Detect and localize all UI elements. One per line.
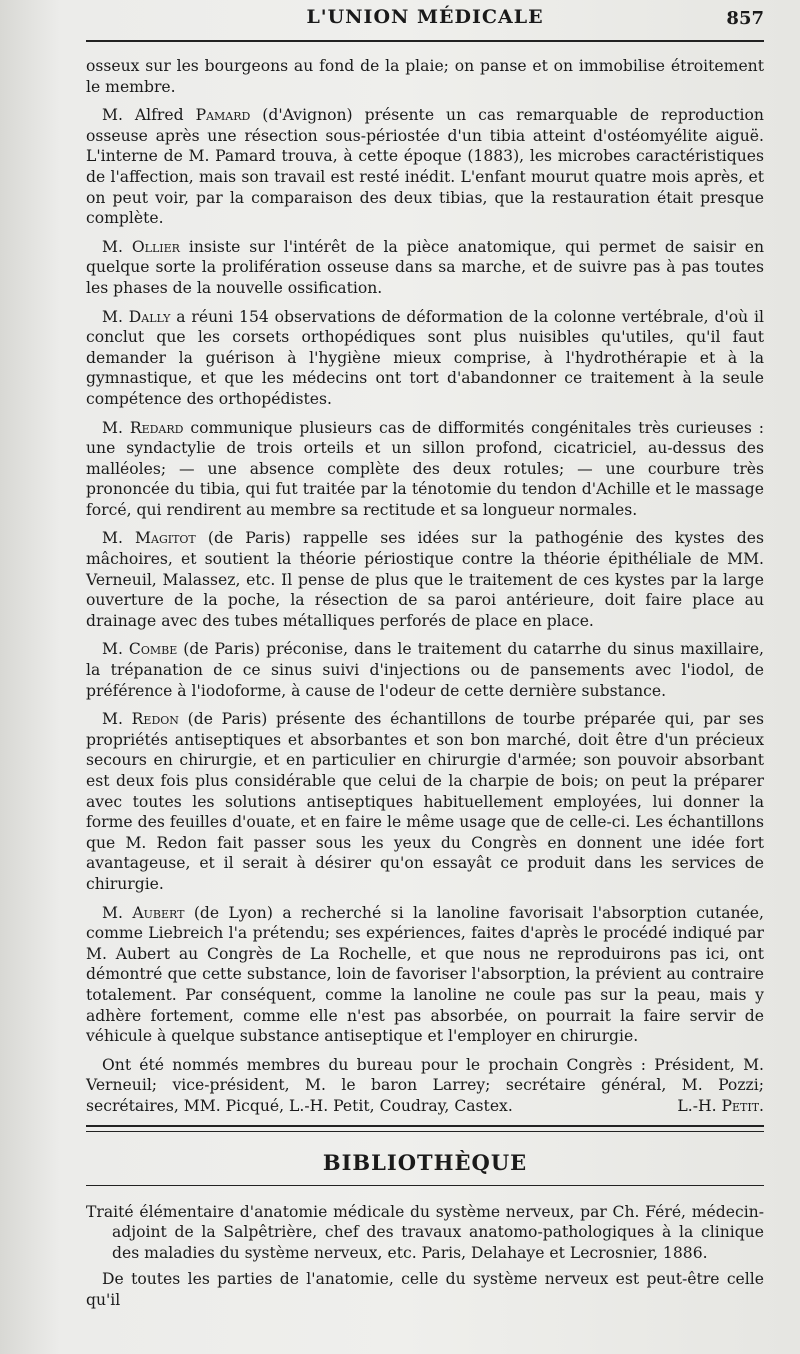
speaker-prefix: M. xyxy=(102,529,136,548)
running-head: L'UNION MÉDICALE xyxy=(306,6,544,28)
paragraph xyxy=(86,709,764,894)
section-title: BIBLIOTHÈQUE xyxy=(322,1149,528,1175)
paragraph xyxy=(86,307,764,410)
paragraph-text: osseux sur les bourgeons au fond de la plaie; on panse et on immobilise étroitement le membre. xyxy=(86,57,764,96)
speaker-name: Redard xyxy=(129,418,184,437)
signature: L.-H. Petit. xyxy=(677,1096,764,1115)
paragraph-text: Ont été nommés membres du bureau pour le prochain Congrès : Président, M. Verneuil; vice-président, M. le baron Larrey; secrétaire général, M. Pozzi; secrétaires, MM. Picqué, L.-H. Petit, Coudray, Castex. xyxy=(86,1055,764,1115)
paragraph xyxy=(86,528,764,631)
paragraph xyxy=(86,105,764,229)
book-entry: Traité élémentaire d'anatomie médicale du système nerveux, par Ch. Féré, médecin-adjoint de la Salpêtrière, chef des travaux anatomo-pathologiques à la clinique des maladies du système nerveux, etc. Paris, Delahaye et Lecrosnier, 1886. xyxy=(86,1202,764,1262)
speaker-prefix: M. xyxy=(102,237,132,256)
paragraph xyxy=(86,1055,764,1117)
speaker-name: Combe xyxy=(128,640,178,659)
paragraph-text: insiste sur l'intérêt de la pièce anatomique, qui permet de saisir en quelque sorte la prolifération osseuse dans sa marche, et de suivre pas à pas toutes les phases de la nouvelle ossification. xyxy=(86,237,764,297)
paragraph-text: (de Paris) présente des échantillons de tourbe préparée qui, par ses propriétés antiseptiques et absorbantes et son bon marché, doit être d'un précieux secours en chirurgie, et en particulier en chirurgie d'armée; son pouvoir absorbant est deux fois plus considérable que celui de la charpie de bois; on peut la préparer avec toutes les solutions antiseptiques habituellement employées, lui donner la forme des feuilles d'ouate, et en faire le même usage que de celle-ci. Les échantillons que M. Redon fait passer sous les yeux du Congrès en donnent une idée fort avantageuse, et il serait à désirer qu'on essayât ce produit dans les services de chirurgie. xyxy=(86,710,764,893)
paragraph-text: communique plusieurs cas de difformités congénitales très curieuses : une syndactylie de trois orteils et un sillon profond, cicatriciel, au-dessus des malléoles; — une absence complète des deux rotules; — une courbure très prononcée du tibia, qui fut traitée par la ténotomie du tendon d'Achille et le massage forcé, qui rendirent au membre sa rectitude et sa longueur normales. xyxy=(86,418,764,519)
speaker-name: Pamard xyxy=(195,106,251,125)
speaker-prefix: M. xyxy=(102,640,129,659)
speaker-name: Redon xyxy=(131,710,179,729)
speaker-name: Aubert xyxy=(132,903,185,922)
speaker-prefix: M. xyxy=(102,710,132,729)
paragraph xyxy=(86,639,764,701)
paragraph xyxy=(86,903,764,1047)
speaker-name: Ollier xyxy=(131,237,180,256)
paragraph-text: (d'Avignon) présente un cas remarquable de reproduction osseuse après une résection sous-périostée d'un tibia atteint d'ostéomyélite aiguë. L'interne de M. Pamard trouva, à cette époque (1883), les microbes caractéristiques de l'affection, mais son travail est resté inédit. L'enfant mourut quatre mois après, et on peut voir, par la comparaison des deux tibias, que la restauration était presque complète. xyxy=(86,106,764,228)
speaker-prefix: M. xyxy=(102,307,129,326)
paragraph xyxy=(86,418,764,521)
paragraph xyxy=(86,237,764,299)
paragraph-text: (de Paris) rappelle ses idées sur la pathogénie des kystes des mâchoires, et soutient la théorie périostique contre la théorie épithéliale de MM. Verneuil, Malassez, etc. Il pense de plus que le traitement de ces kystes par la large ouverture de la poche, la résection de sa paroi antérieure, doit faire place au drainage avec des tubes métalliques perforés de place en place. xyxy=(86,529,764,630)
article-body xyxy=(86,56,764,1117)
page-header xyxy=(86,0,764,42)
page-number: 857 xyxy=(726,8,764,29)
speaker-prefix: M. xyxy=(102,418,130,437)
speaker-name: Magitot xyxy=(135,529,196,548)
paragraph-text: a réuni 154 observations de déformation de la colonne vertébrale, d'où il conclut que les corsets orthopédiques sont plus nuisibles qu'utiles, qu'il faut demander la guérison à l'hygiène mieux comprise, à l'hydrothérapie et à la gymnastique, et que les médecins ont tort d'abandonner ce traitement à la seule compétence des orthopédistes. xyxy=(86,307,764,408)
review-first-line: De toutes les parties de l'anatomie, celle du système nerveux est peut-être celle qu'il xyxy=(86,1270,764,1309)
speaker-prefix: M. Alfred xyxy=(102,106,196,125)
section-divider xyxy=(86,1125,764,1132)
title-underline xyxy=(86,1185,764,1186)
speaker-prefix: M. xyxy=(102,903,133,922)
speaker-name: Dally xyxy=(128,307,171,326)
paragraph-text: (de Lyon) a recherché si la lanoline favorisait l'absorption cutanée, comme Liebreich l'a prétendu; ses expériences, faites d'après le procédé indiqué par M. Aubert au Congrès de La Rochelle, et que nous ne reproduirons pas ici, ont démontré que cette substance, loin de favoriser l'absorption, la prévient au contraire totalement. Par conséquent, comme la lanoline ne coule pas sur la peau, mais y adhère fortement, comme elle n'est pas absorbée, on pourrait la faire servir de véhicule à quelque substance antiseptique et l'employer en chirurgie. xyxy=(86,903,764,1046)
paragraph xyxy=(86,56,764,97)
paragraph-text: (de Paris) préconise, dans le traitement du catarrhe du sinus maxillaire, la trépanation de ce sinus suivi d'injections ou de pansements avec l'iodol, de préférence à l'iodoforme, à cause de l'odeur de cette dernière substance. xyxy=(86,640,765,700)
